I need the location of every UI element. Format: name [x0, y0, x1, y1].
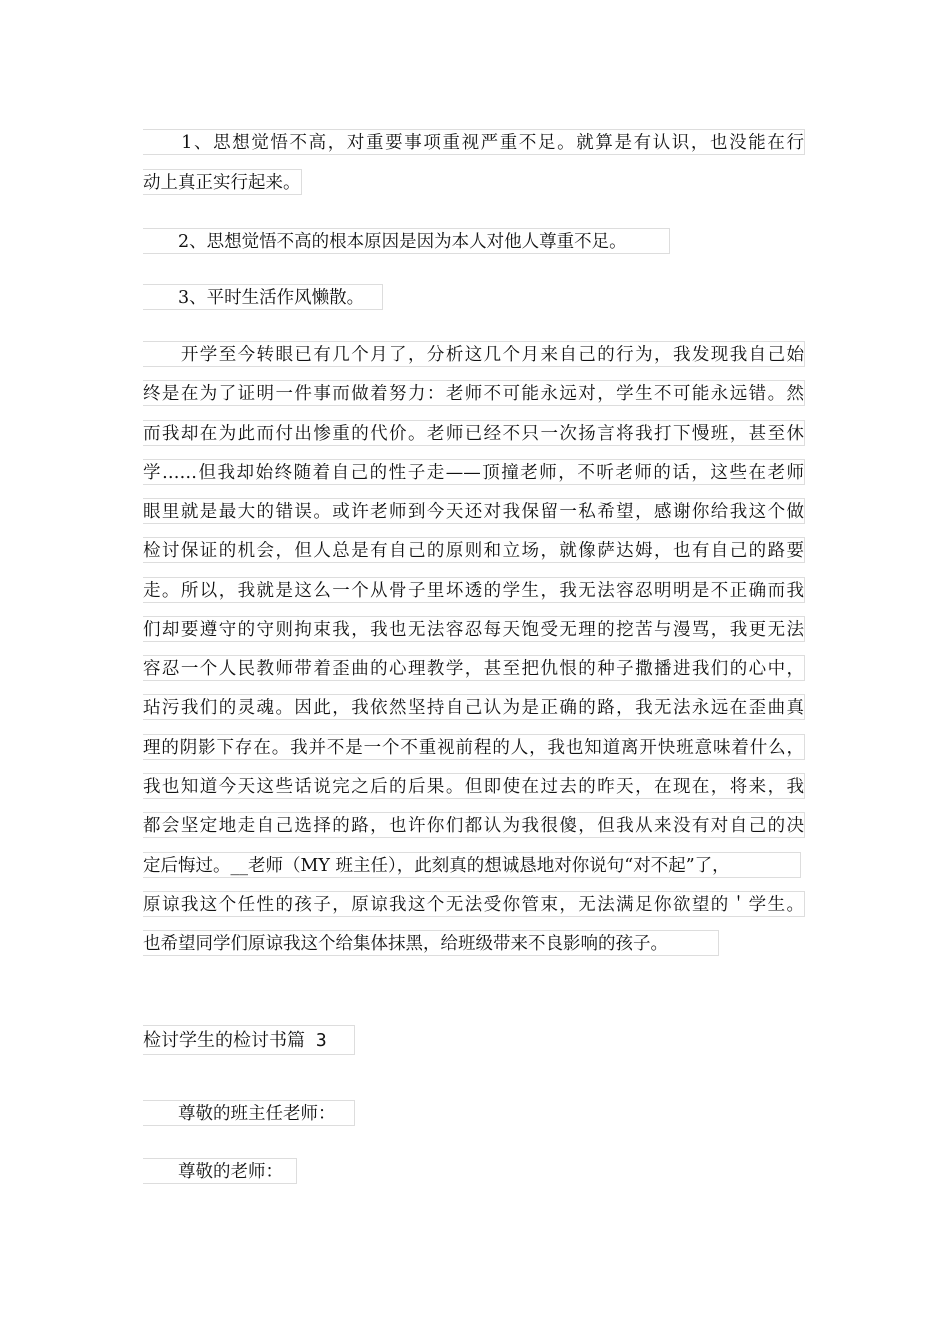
item-3: 3、平时生活作风懒散。 [143, 284, 383, 310]
item-2: 2、思想觉悟不高的根本原因是因为本人对他人尊重不足。 [143, 228, 670, 254]
paragraph-line: 检讨保证的机会，但人总是有自己的原则和立场，就像萨达姆，也有自己的路要 [143, 537, 805, 563]
paragraph-line: 而我却在为此而付出惨重的代价。老师已经不只一次扬言将我打下慢班，甚至休 [143, 420, 805, 446]
item-1-line-2: 动上真正实行起来。 [143, 169, 302, 195]
section-title: 检讨学生的检讨书篇 3 [143, 1025, 355, 1055]
paragraph-line: 开学至今转眼已有几个月了，分析这几个月来自己的行为，我发现我自己始 [143, 341, 805, 367]
paragraph-line: 们却要遵守的守则拘束我，我也无法容忍每天饱受无理的挖苦与漫骂，我更无法 [143, 616, 805, 642]
paragraph-line: 都会坚定地走自己选择的路，也许你们都认为我很傻，但我从来没有对自己的决 [143, 812, 805, 838]
salutation-teacher: 尊敬的老师： [143, 1158, 297, 1184]
paragraph-line: 容忍一个人民教师带着歪曲的心理教学，甚至把仇恨的种子撒播进我们的心中， [143, 655, 805, 681]
paragraph-line: 玷污我们的灵魂。因此，我依然坚持自己认为是正确的路，我无法永远在歪曲真 [143, 694, 805, 720]
paragraph-line: 定后悔过。__老师（MY 班主任），此刻真的想诚恳地对你说句“对不起”了， [143, 852, 801, 878]
paragraph-line: 理的阴影下存在。我并不是一个不重视前程的人，我也知道离开快班意味着什么， [143, 734, 805, 760]
paragraph-line: 终是在为了证明一件事而做着努力：老师不可能永远对，学生不可能永远错。然 [143, 380, 805, 406]
paragraph-line: 也希望同学们原谅我这个给集体抹黑，给班级带来不良影响的孩子。 [143, 930, 719, 956]
paragraph-line: 学……但我却始终随着自己的性子走——顶撞老师，不听老师的话，这些在老师 [143, 459, 805, 485]
paragraph-line: 眼里就是最大的错误。或许老师到今天还对我保留一私希望，感谢你给我这个做 [143, 498, 805, 524]
salutation-class-teacher: 尊敬的班主任老师： [143, 1100, 355, 1126]
paragraph-line: 原谅我这个任性的孩子，原谅我这个无法受你管束，无法满足你欲望的＇学生。 [143, 891, 805, 917]
paragraph-line: 走。所以，我就是这么一个从骨子里坏透的学生，我无法容忍明明是不正确而我 [143, 577, 805, 603]
paragraph-line: 我也知道今天这些话说完之后的后果。但即使在过去的昨天，在现在，将来，我 [143, 773, 805, 799]
item-1-line-1: 1、思想觉悟不高，对重要事项重视严重不足。就算是有认识，也没能在行 [143, 129, 805, 155]
